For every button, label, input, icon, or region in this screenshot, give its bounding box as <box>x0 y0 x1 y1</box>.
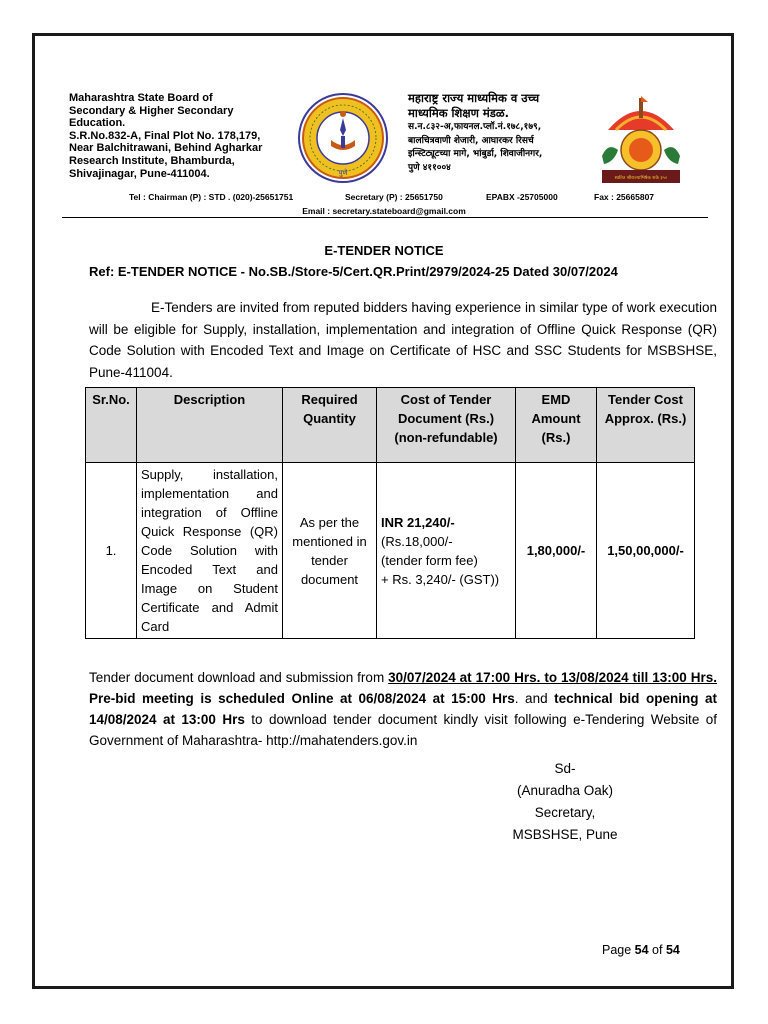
tel-epabx: EPABX -25705000 <box>486 192 558 202</box>
submission-period: 30/07/2024 at 17:00 Hrs. to 13/08/2024 till 13:00 Hrs. <box>388 670 718 685</box>
tel-secretary: Secretary (P) : 25651750 <box>345 192 443 202</box>
col-header-sr: Sr.No. <box>86 388 137 463</box>
signature-sd: Sd- <box>554 761 576 776</box>
cell-cost <box>377 463 516 639</box>
board-address-marathi: महाराष्ट्र राज्य माध्यमिक व उच्च माध्यमिक शिक्षण मंडळ. स.न.८३२-अ,फायनल.प्लॉ.नं.१७८,१७९, बालचित्रवाणी शेजारी, आघारकर रिसर्च इन्स्टिट्यूटच्या मागे, भांबुर्डा, शिवाजीनगर, पुणे ४११००४ <box>408 91 543 173</box>
signatory-name: (Anuradha Oak) <box>516 783 614 798</box>
col-header-description: Description <box>137 388 283 463</box>
col-header-emd: EMD Amount (Rs.) <box>516 388 597 463</box>
signatory-org: MSBSHSE, Pune <box>512 827 618 842</box>
cell-sr: 1. <box>86 463 137 639</box>
contact-line <box>65 192 705 206</box>
signatory-designation: Secretary, <box>534 805 596 820</box>
cell-description: Supply, installation, implementation and integration of Offline Quick Response (QR) Code Solution with Encoded Text and Image on Student Certificate and Admit Card <box>137 463 283 639</box>
cost-detail: (Rs.18,000/- (tender form fee) + Rs. 3,240/- (GST)) <box>381 533 500 587</box>
col-header-cost: Cost of Tender Document (Rs.) (non-refundable) <box>377 388 516 463</box>
cell-emd: 1,80,000/- <box>516 463 597 639</box>
tender-table <box>85 387 695 639</box>
technical-bid-opening: technical bid opening at 14/08/2024 at 13:00 Hrs <box>89 691 718 727</box>
prebid-meeting: Pre-bid meeting is scheduled Online at 06/08/2024 at 15:00 Hrs <box>89 691 515 706</box>
header-divider <box>62 217 708 218</box>
royal-emblem-logo <box>596 90 686 186</box>
seal-pune-text: पुणे <box>338 169 348 177</box>
signature-block <box>470 758 660 846</box>
col-header-approx: Tender Cost Approx. (Rs.) <box>597 388 695 463</box>
notice-intro-paragraph: E-Tenders are invited from reputed bidders having experience in similar type of work execution will be eligible for Supply, installation, implementation and integration of Offline Quick Response (QR) Code Solution with Encoded Text and Image on Certificate of HSC and SSC Students for MSBSHSE, Pune-411004. <box>89 300 717 380</box>
board-seal-logo <box>297 92 389 184</box>
tel-chairman: Tel : Chairman (P) : STD . (020)-25651751 <box>129 192 294 202</box>
page-number: Page 54 of 54 <box>602 943 680 957</box>
board-address-english: Maharashtra State Board of Secondary & Higher Secondary Education. S.R.No.832-A, Final Plot No. 178,179, Near Balchitrawani, Behind Agharkar Research Institute, Bhamburda, Shivajinagar, Pune-411004. <box>69 92 263 180</box>
col-header-quantity: Required Quantity <box>283 388 377 463</box>
schedule-paragraph: Tender document download and submission from 30/07/2024 at 17:00 Hrs. to 13/08/2024 till 13:00 Hrs. Pre-bid meeting is scheduled Online at 06/08/2024 at 15:00 Hrs. and technical bid opening at 14/08/2024 at 13:00 Hrs to download tender document kindly visit following e-Tendering Website of Government of Maharashtra- http://mahatenders.gov.in <box>89 670 718 748</box>
notice-reference: Ref: E-TENDER NOTICE - No.SB./Store-5/Cert.QR.Print/2979/2024-25 Dated 30/07/2024 <box>89 264 618 279</box>
fax-number: Fax : 25665807 <box>594 192 655 202</box>
table-row <box>86 463 695 639</box>
notice-title: E-TENDER NOTICE <box>324 243 444 258</box>
cost-main: INR 21,240/- <box>381 514 455 530</box>
cell-quantity: As per the mentioned in tender document <box>283 463 377 639</box>
emblem-motto-text: स्वतित श्रीराज्याभिषेक शके ३५० <box>614 176 668 181</box>
cell-approx: 1,50,00,000/- <box>597 463 695 639</box>
table-header-row <box>86 388 695 463</box>
email-address: Email : secretary.stateboard@gmail.com <box>302 206 466 216</box>
